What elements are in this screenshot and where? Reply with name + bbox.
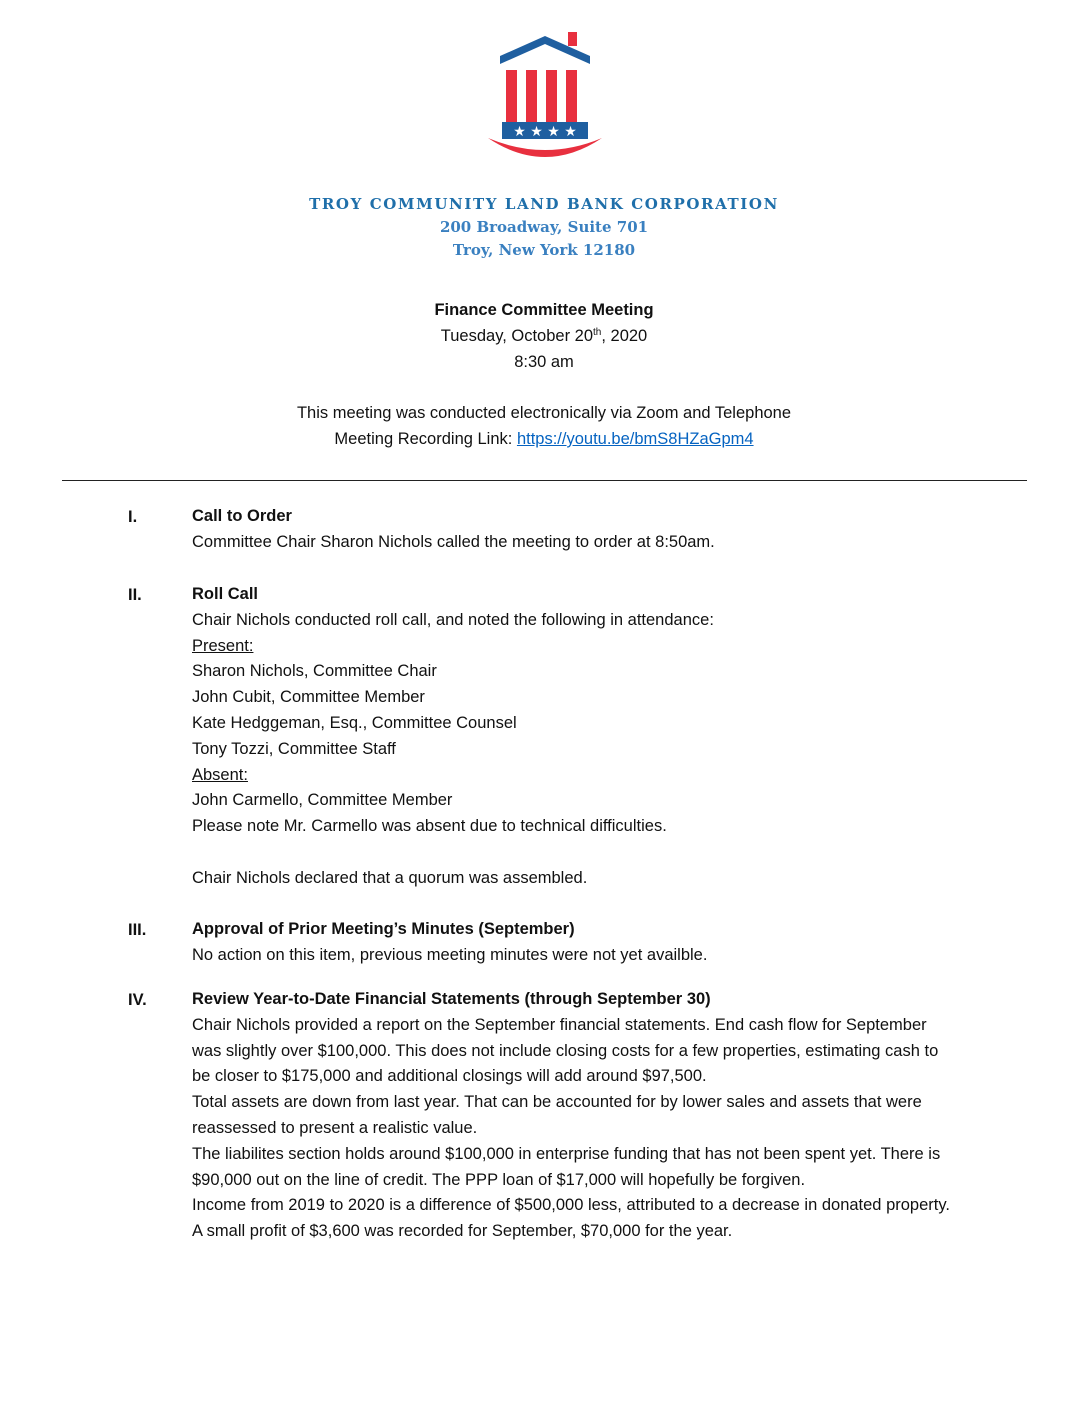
svg-text:★ ★ ★ ★: ★ ★ ★ ★ xyxy=(513,124,577,140)
address-line-1: 200 Broadway, Suite 701 xyxy=(439,218,649,236)
present-label: Present: xyxy=(192,636,254,655)
horizontal-divider xyxy=(62,480,1027,481)
meeting-date-suffix: , 2020 xyxy=(601,327,648,345)
quorum-note: Chair Nichols declared that a quorum was assembled. xyxy=(192,868,588,887)
section-number: I. xyxy=(128,508,138,526)
attendee: John Cubit, Committee Member xyxy=(192,688,425,707)
paragraph-line: A small profit of $3,600 was recorded for September, $70,000 for the year. xyxy=(192,1222,733,1241)
section-text: Committee Chair Sharon Nichols called the meeting to order at 8:50am. xyxy=(192,532,715,551)
paragraph-line: reassessed to present a realistic value. xyxy=(192,1118,478,1137)
section-heading: Review Year-to-Date Financial Statements (through September 30) xyxy=(192,990,711,1008)
meeting-date-prefix: Tuesday, October 20 xyxy=(440,327,594,345)
absent-label: Absent: xyxy=(192,765,248,784)
absentee: John Carmello, Committee Member xyxy=(192,791,453,810)
attendee: Sharon Nichols, Committee Chair xyxy=(192,662,437,681)
section-text: No action on this item, previous meeting minutes were not yet availble. xyxy=(192,945,708,964)
conducted-note: This meeting was conducted electronically via Zoom and Telephone xyxy=(296,404,792,422)
paragraph-line: The liabilites section holds around $100,000 in enterprise funding that has not been spent yet. There is xyxy=(192,1144,941,1163)
meeting-time: 8:30 am xyxy=(514,353,574,371)
section-number: II. xyxy=(128,586,142,604)
meeting-date xyxy=(0,323,1088,349)
absent-note: Please note Mr. Carmello was absent due to technical difficulties. xyxy=(192,817,667,836)
meeting-title: Finance Committee Meeting xyxy=(434,301,654,319)
section-heading: Call to Order xyxy=(192,507,292,525)
address-line-2: Troy, New York 12180 xyxy=(452,241,636,259)
attendee: Tony Tozzi, Committee Staff xyxy=(192,739,396,758)
capitol-building-stars-icon xyxy=(482,26,608,168)
recording-line xyxy=(0,426,1088,452)
paragraph-line: $90,000 out on the line of credit. The PPP loan of $17,000 will hopefully be forgiven. xyxy=(192,1170,806,1189)
section-number: III. xyxy=(128,921,147,939)
section-heading: Roll Call xyxy=(192,585,259,603)
paragraph-line: was slightly over $100,000. This does not include closing costs for a few properties, estimating cash to xyxy=(192,1041,939,1060)
paragraph-line: Chair Nichols provided a report on the September financial statements. End cash flow for September xyxy=(192,1015,927,1034)
paragraph-line: Income from 2019 to 2020 is a difference of $500,000 less, attributed to a decrease in donated property. xyxy=(192,1196,950,1215)
section-number: IV. xyxy=(128,991,147,1009)
paragraph-line: be closer to $175,000 and additional closings will add around $97,500. xyxy=(192,1067,707,1086)
paragraph-line: Total assets are down from last year. That can be accounted for by lower sales and assets that were xyxy=(192,1093,922,1112)
attendee: Kate Hedggeman, Esq., Committee Counsel xyxy=(192,713,517,732)
organization-name: TROY COMMUNITY LAND BANK CORPORATION xyxy=(309,195,779,213)
meeting-date-sup: th xyxy=(593,327,602,338)
roll-call-intro: Chair Nichols conducted roll call, and noted the following in attendance: xyxy=(192,610,714,629)
recording-link[interactable]: https://youtu.be/bmS8HZaGpm4 xyxy=(516,430,754,448)
section-heading: Approval of Prior Meeting’s Minutes (September) xyxy=(192,920,575,938)
recording-label: Meeting Recording Link: xyxy=(334,430,517,448)
